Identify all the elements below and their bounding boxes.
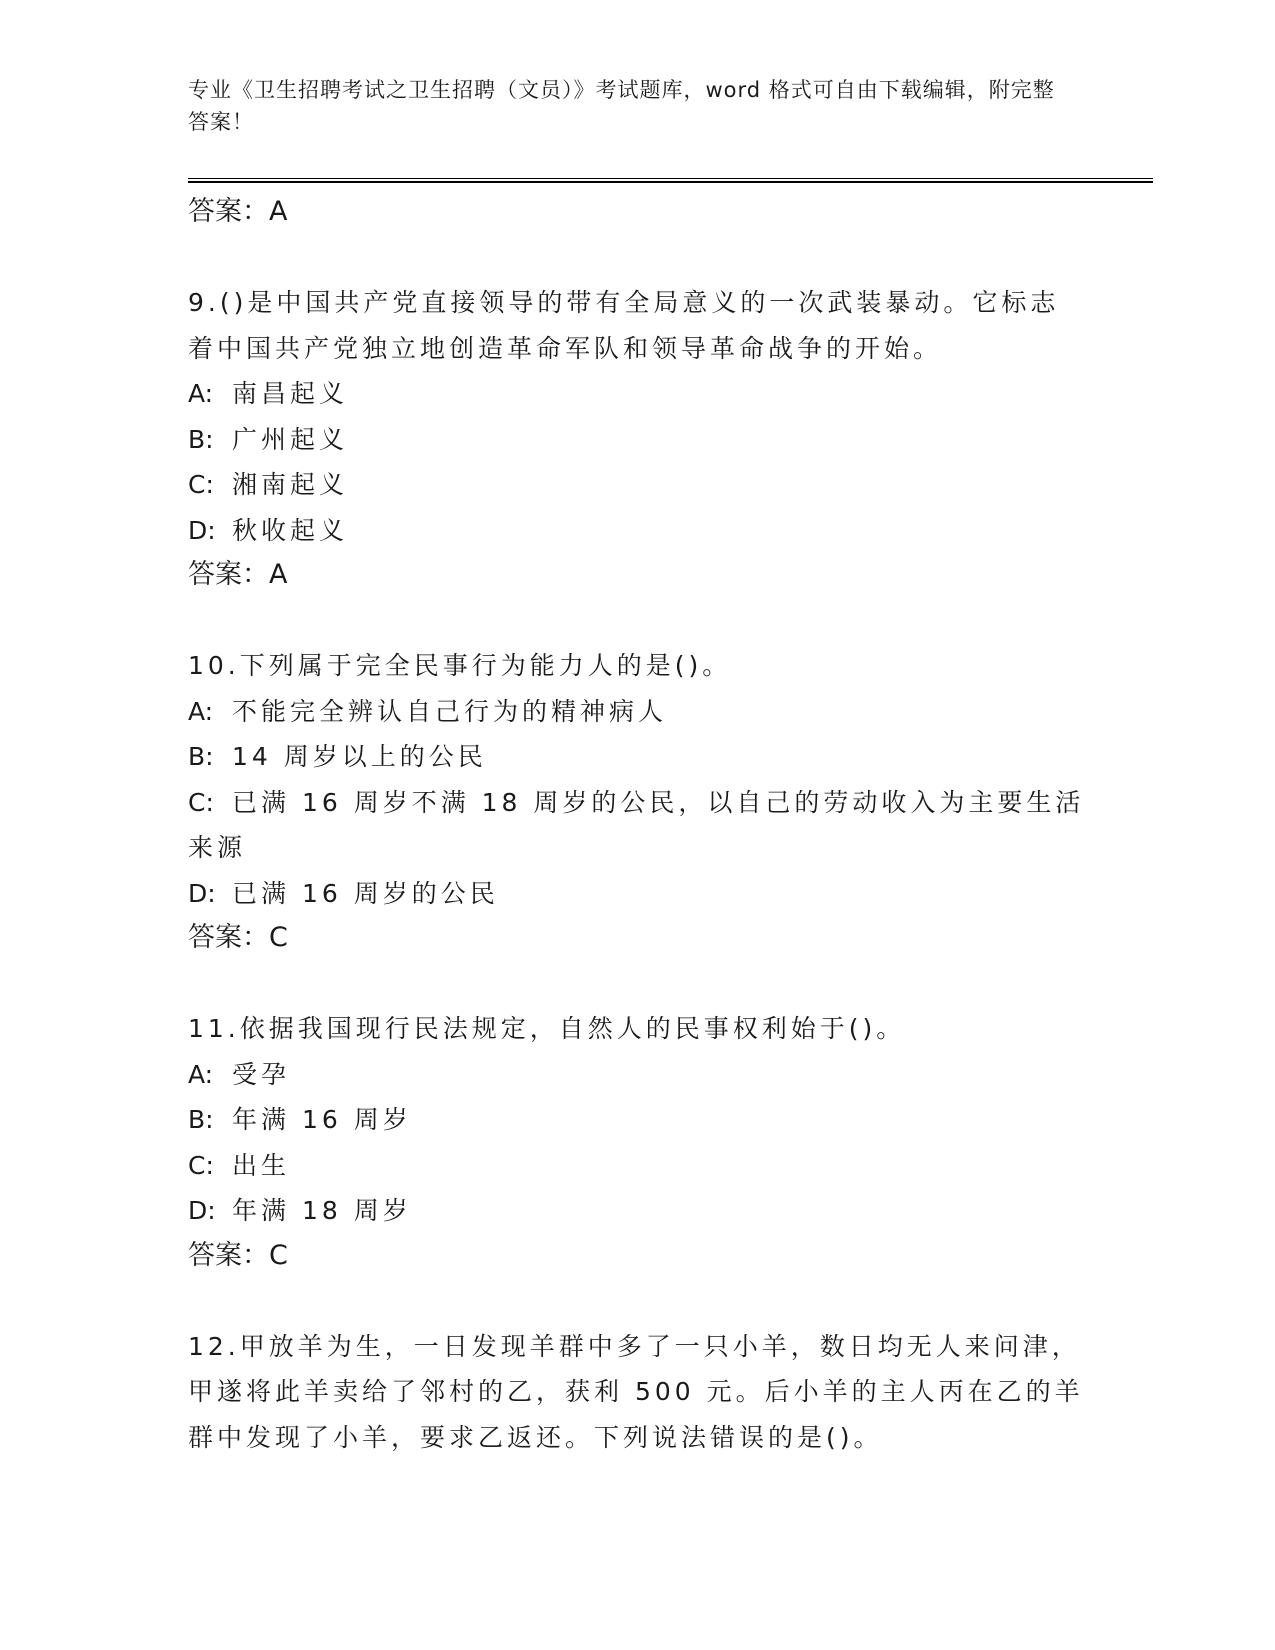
option-text: 出生 [232,1150,291,1180]
answer-line: 答案：A [188,559,288,590]
question-item [188,1006,1088,1278]
option-label: C: [188,470,214,499]
answer-line: 答案：C [188,1239,288,1271]
option-text: 广州起义 [232,424,349,454]
option-b [188,734,1088,780]
option-text: 已满 16 周岁不满 18 周岁的公民，以自己的劳动收入为主要生活来源 [188,787,1085,862]
option-label: C: [188,1150,214,1180]
option-d [188,508,1088,554]
header-note: 专业《卫生招聘考试之卫生招聘（文员）》考试题库，word 格式可自由下载编辑，附完整答案！ [188,78,1055,134]
option-label: A: [188,379,214,408]
option-label: B: [188,1105,214,1134]
header-divider [188,178,1153,183]
option-label: A: [188,696,214,726]
option-d [188,1188,1088,1234]
option-label: D: [188,878,216,908]
option-a [188,689,1088,735]
option-text: 年满 16 周岁 [232,1105,412,1134]
question-stem: 9.()是中国共产党直接领导的带有全局意义的一次武装暴动。它标志着中国共产党独立地创造革命军队和领导革命战争的开始。 [188,288,1060,363]
option-text: 已满 16 周岁的公民 [232,878,499,908]
option-c [188,780,1088,871]
option-d [188,871,1088,917]
option-label: C: [188,787,214,817]
question-item [188,1324,1088,1461]
option-text: 年满 18 周岁 [232,1196,412,1225]
question-stem: 11.依据我国现行民法规定，自然人的民事权利始于()。 [188,1014,906,1043]
previous-answer: 答案：A [188,196,288,227]
option-label: B: [188,742,214,771]
question-item [188,643,1088,960]
option-text: 受孕 [232,1059,291,1089]
option-text: 不能完全辨认自己行为的精神病人 [232,696,668,726]
option-text: 南昌起义 [232,379,349,408]
option-text: 湘南起义 [232,470,349,499]
option-b [188,417,1088,463]
question-item [188,280,1088,597]
option-a [188,371,1088,417]
option-label: D: [188,515,216,545]
answer-line: 答案：C [188,922,288,953]
question-list [188,190,1088,1460]
option-label: D: [188,1196,216,1225]
option-label: B: [188,424,214,454]
option-c [188,462,1088,508]
option-a [188,1052,1088,1098]
question-stem: 10.下列属于完全民事行为能力人的是()。 [188,651,732,680]
option-text: 14 周岁以上的公民 [232,742,487,771]
option-c [188,1143,1088,1189]
option-b [188,1097,1088,1143]
option-label: A: [188,1059,214,1089]
option-text: 秋收起义 [232,515,349,545]
question-stem: 12.甲放羊为生，一日发现羊群中多了一只小羊，数日均无人来问津，甲遂将此羊卖给了邻村的乙，获利 500 元。后小羊的主人丙在乙的羊群中发现了小羊，要求乙返还。下列说法错误的是()。 [188,1331,1084,1452]
